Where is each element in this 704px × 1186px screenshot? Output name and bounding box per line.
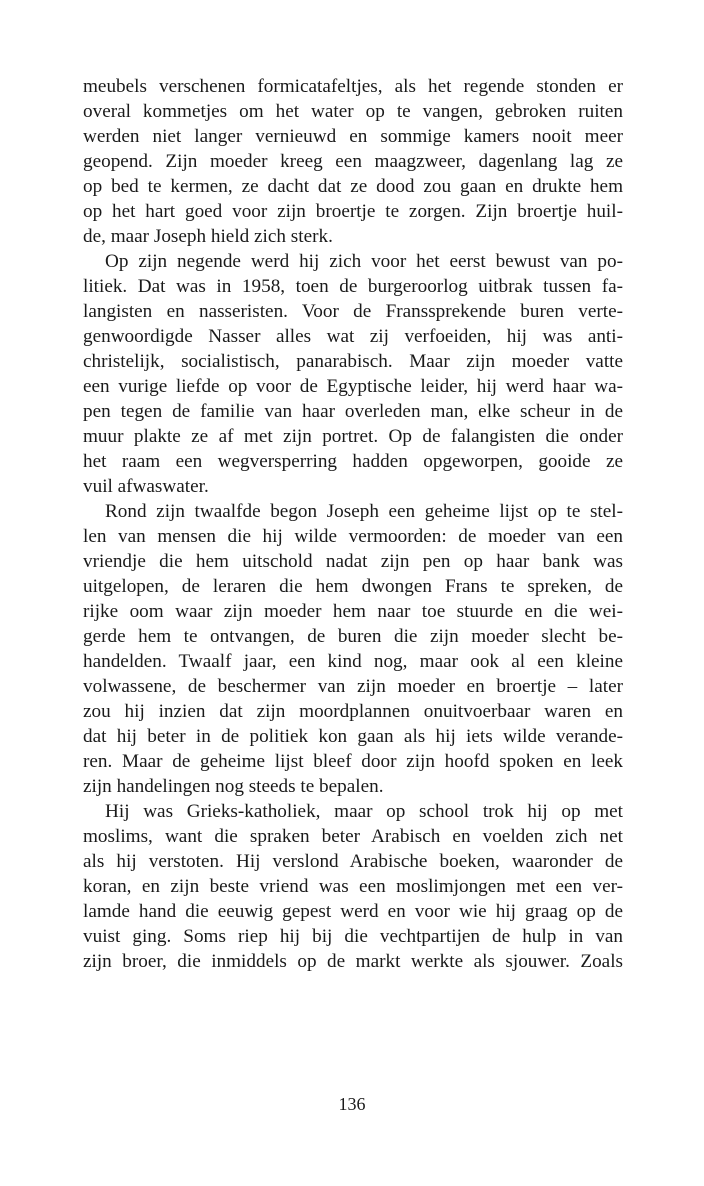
text-line: een vurige liefde op voor de Egyptische leider, hij werd haar wa- [83,376,623,397]
text-line: geopend. Zijn moeder kreeg een maagzweer, dagenlang lag ze [83,151,623,172]
text-line: genwoordigde Nasser alles wat zij verfoeiden, hij was anti- [83,326,623,347]
body-text [83,74,623,974]
text-line: handelden. Twaalf jaar, een kind nog, maar ook al een kleine [83,651,623,672]
text-line: zijn handelingen nog steeds te bepalen. [83,776,384,797]
text-line: overal kommetjes om het water op te vangen, gebroken ruiten [83,101,623,122]
text-line: meubels verschenen formicatafeltjes, als het regende stonden er [83,76,623,97]
text-line: dat hij beter in de politiek kon gaan als hij iets wilde verande- [83,726,623,747]
text-line: werden niet langer vernieuwd en sommige kamers nooit meer [83,126,623,147]
paragraph [83,499,623,799]
text-line: vuist ging. Soms riep hij bij die vechtpartijen de hulp in van [83,926,623,947]
text-line: als hij verstoten. Hij verslond Arabische boeken, waaronder de [83,851,623,872]
text-line: pen tegen de familie van haar overleden man, elke scheur in de [83,401,623,422]
paragraph [83,799,623,974]
text-line: Op zijn negende werd hij zich voor het eerst bewust van po- [105,251,623,272]
text-line: het raam een wegversperring hadden opgeworpen, gooide ze [83,451,623,472]
text-line: christelijk, socialistisch, panarabisch. Maar zijn moeder vatte [83,351,623,372]
text-line: op het hart goed voor zijn broertje te zorgen. Zijn broertje huil- [83,201,623,222]
text-line: volwassene, de beschermer van zijn moeder en broertje – later [83,676,623,697]
paragraph [83,249,623,499]
text-line: ren. Maar de geheime lijst bleef door zijn hoofd spoken en leek [83,751,623,772]
text-line: op bed te kermen, ze dacht dat ze dood zou gaan en drukte hem [83,176,623,197]
text-line: Rond zijn twaalfde begon Joseph een geheime lijst op te stel- [105,501,623,522]
text-line: gerde hem te ontvangen, de buren die zijn moeder slecht be- [83,626,623,647]
text-line: Hij was Grieks-katholiek, maar op school trok hij op met [105,801,623,822]
text-line: vuil afwaswater. [83,476,209,497]
text-line: rijke oom waar zijn moeder hem naar toe stuurde en die wei- [83,601,623,622]
text-line: muur plakte ze af met zijn portret. Op de falangisten die onder [83,426,623,447]
text-line: de, maar Joseph hield zich sterk. [83,226,333,247]
text-line: langisten en nasseristen. Voor de Franssprekende buren verte- [83,301,623,322]
text-line: koran, en zijn beste vriend was een moslimjongen met een ver- [83,876,623,897]
text-line: moslims, want die spraken beter Arabisch en voelden zich net [83,826,623,847]
text-line: litiek. Dat was in 1958, toen de burgeroorlog uitbrak tussen fa- [83,276,623,297]
text-line: zijn broer, die inmiddels op de markt werkte als sjouwer. Zoals [83,951,623,972]
paragraph [83,74,623,249]
text-line: len van mensen die hij wilde vermoorden: de moeder van een [83,526,623,547]
text-line: vriendje die hem uitschold nadat zijn pen op haar bank was [83,551,623,572]
page-number: 136 [338,1094,366,1114]
text-line: zou hij inzien dat zijn moordplannen onuitvoerbaar waren en [83,701,623,722]
text-line: lamde hand die eeuwig gepest werd en voor wie hij graag op de [83,901,623,922]
text-line: uitgelopen, de leraren die hem dwongen Frans te spreken, de [83,576,623,597]
